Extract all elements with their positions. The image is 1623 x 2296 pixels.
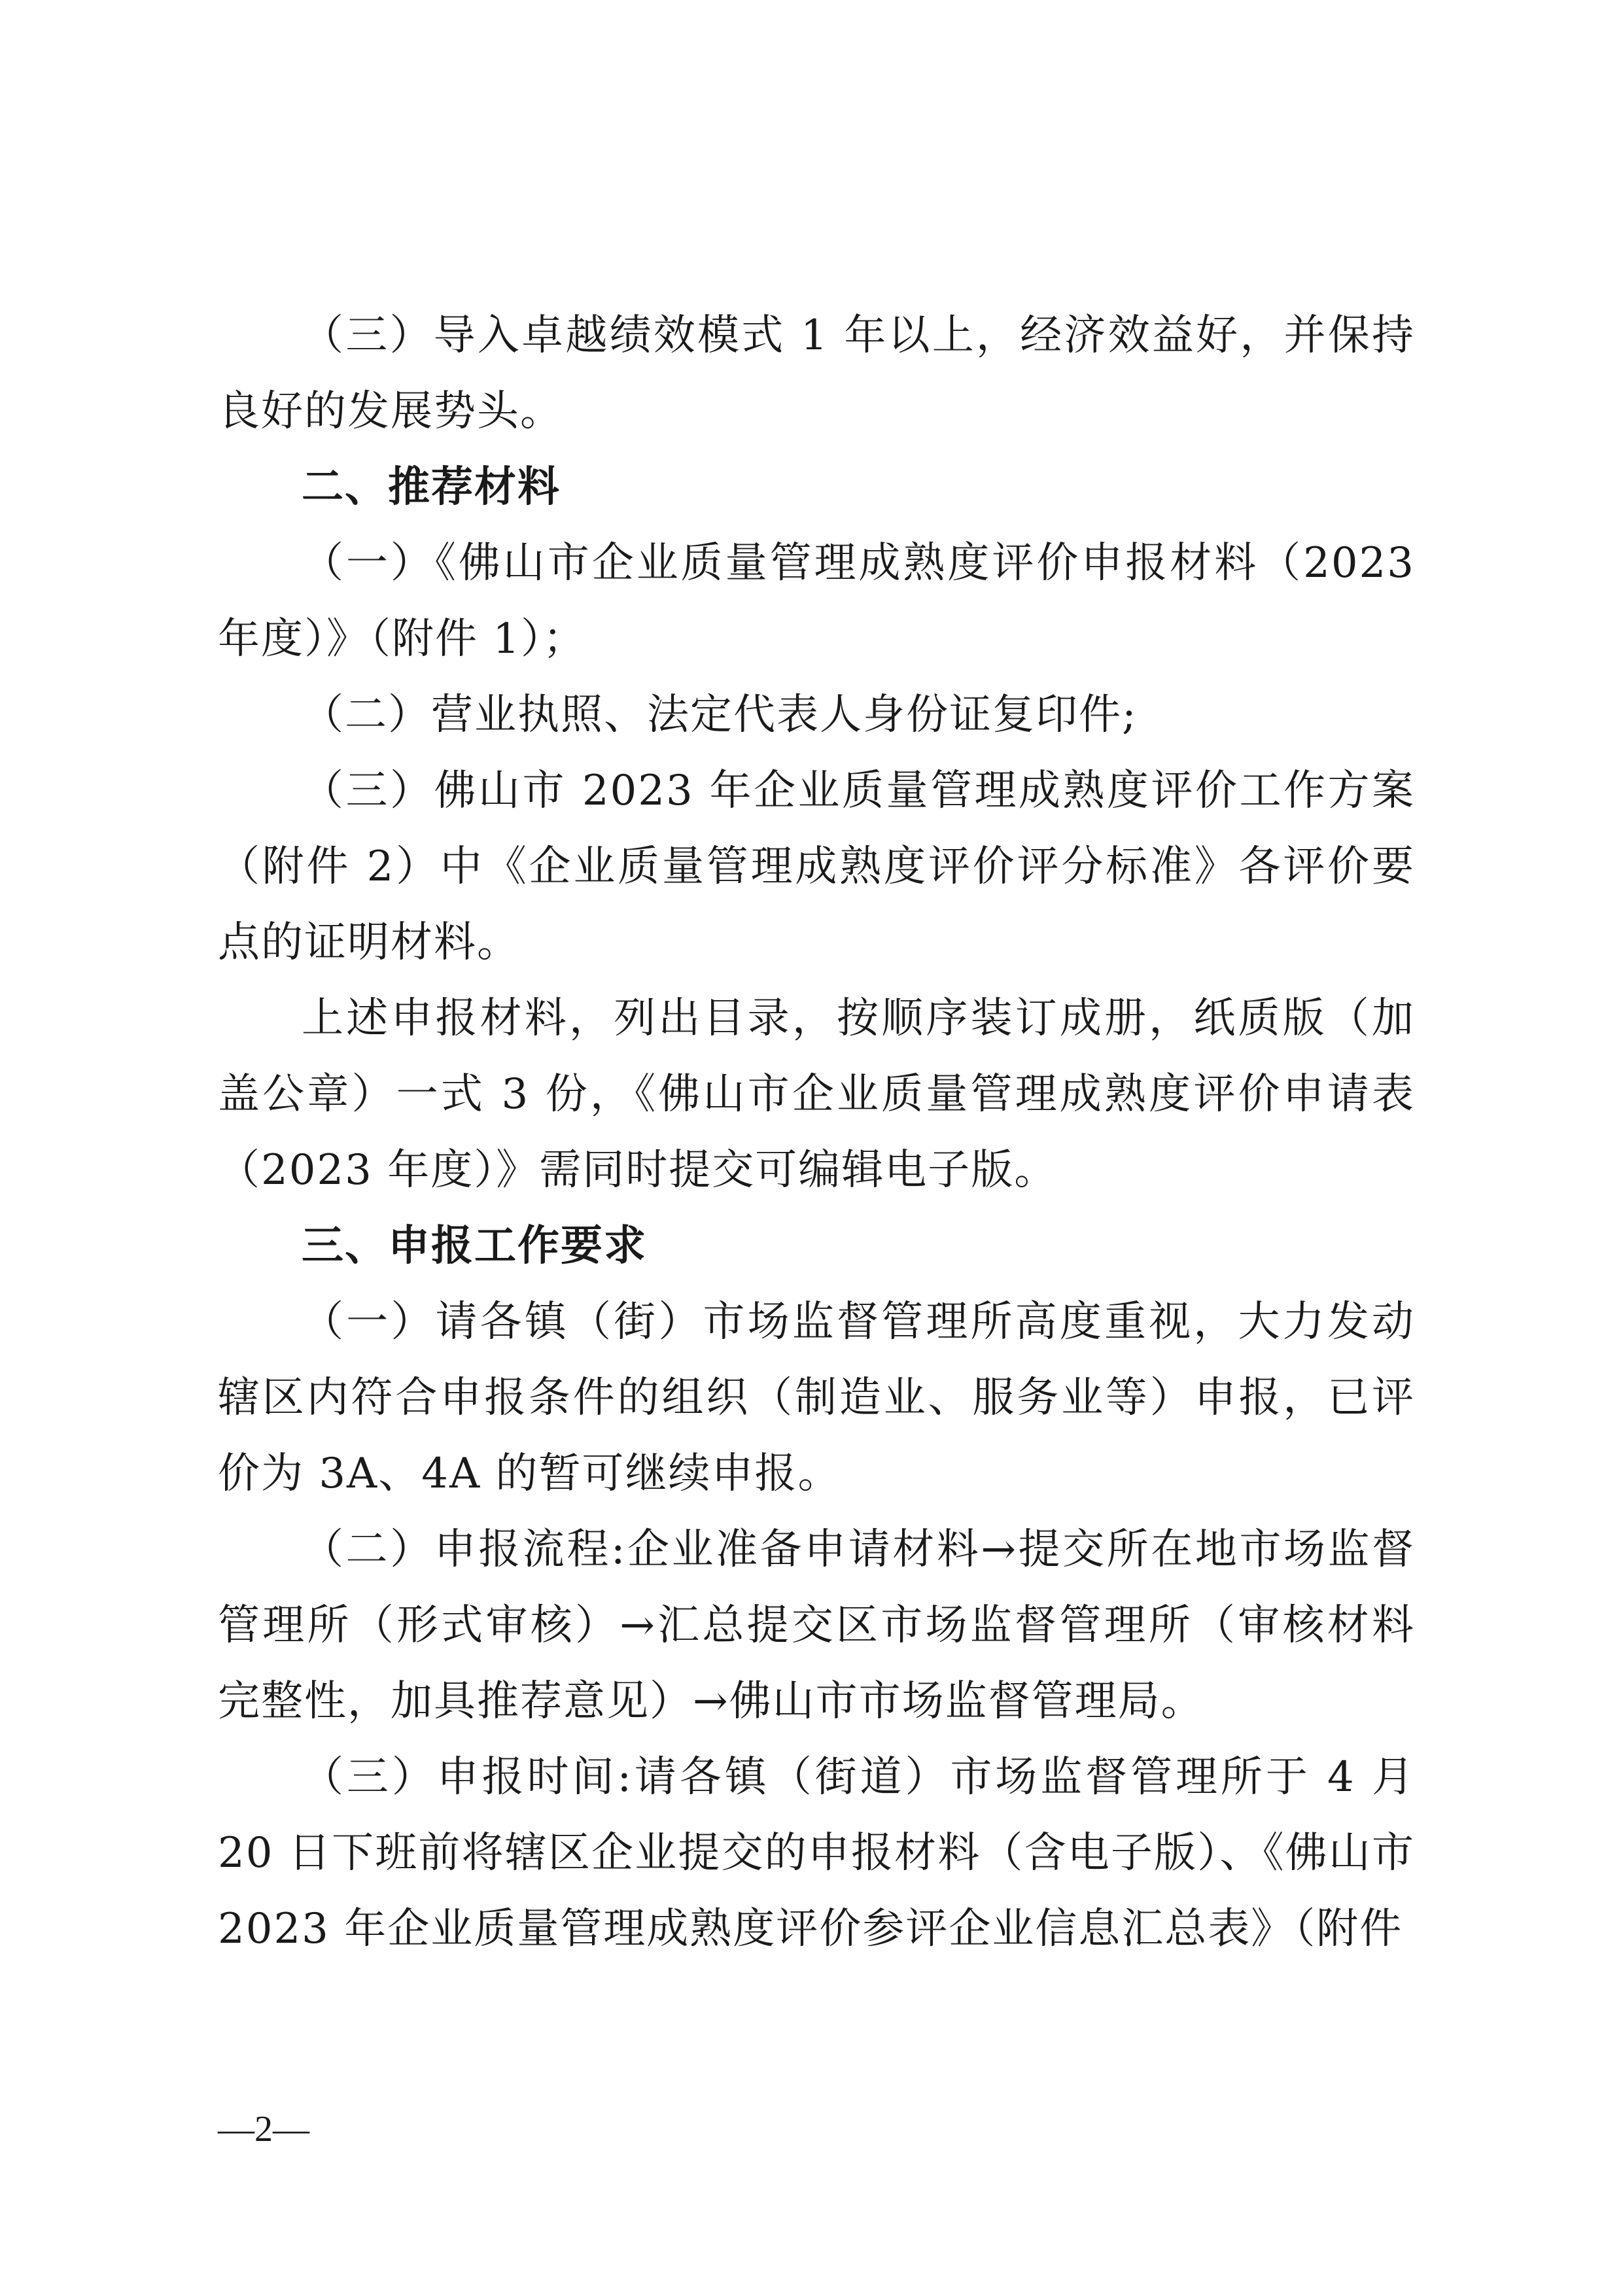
paragraph-requirement-2: （二）申报流程:企业准备申请材料→提交所在地市场监督管理所（形式审核）→汇总提交区市场监督管理所（审核材料完整性，加具推荐意见）→佛山市市场监督管理局。 (218, 1525, 1415, 1726)
heading-recommended-materials: 二、推荐材料 (302, 463, 561, 512)
paragraph-requirement-1: （一）请各镇（街）市场监督管理所高度重视，大力发动辖区内符合申报条件的组织（制造业、服务业等）申报，已评价为 3A、4A 的暂可继续申报。 (218, 1298, 1415, 1498)
page-number: —2— (218, 2109, 309, 2149)
paragraph-criteria-3: （三）导入卓越绩效模式 1 年以上，经济效益好，并保持良好的发展势头。 (218, 311, 1415, 436)
body-text (218, 298, 1415, 1967)
heading-work-requirements: 三、申报工作要求 (302, 1222, 647, 1270)
paragraph-material-2: （二）营业执照、法定代表人身份证复印件; (302, 691, 1138, 739)
paragraph-requirement-3: （三）申报时间:请各镇（街道）市场监督管理所于 4 月 20 日下班前将辖区企业提交的申报材料（含电子版）、《佛山市 2023 年企业质量管理成熟度评价参评企业信息汇总表》（附件 (218, 1753, 1415, 1953)
paragraph-material-1: （一）《佛山市企业质量管理成熟度评价申报材料（2023 年度）》（附件 1）； (218, 539, 1415, 663)
paragraph-material-3: （三）佛山市 2023 年企业质量管理成熟度评价工作方案（附件 2）中《企业质量管理成熟度评价评分标准》各评价要点的证明材料。 (218, 767, 1415, 967)
paragraph-material-summary: 上述申报材料，列出目录，按顺序装订成册，纸质版（加盖公章）一式 3 份，《佛山市企业质量管理成熟度评价申请表（2023 年度）》需同时提交可编辑电子版。 (218, 994, 1415, 1194)
